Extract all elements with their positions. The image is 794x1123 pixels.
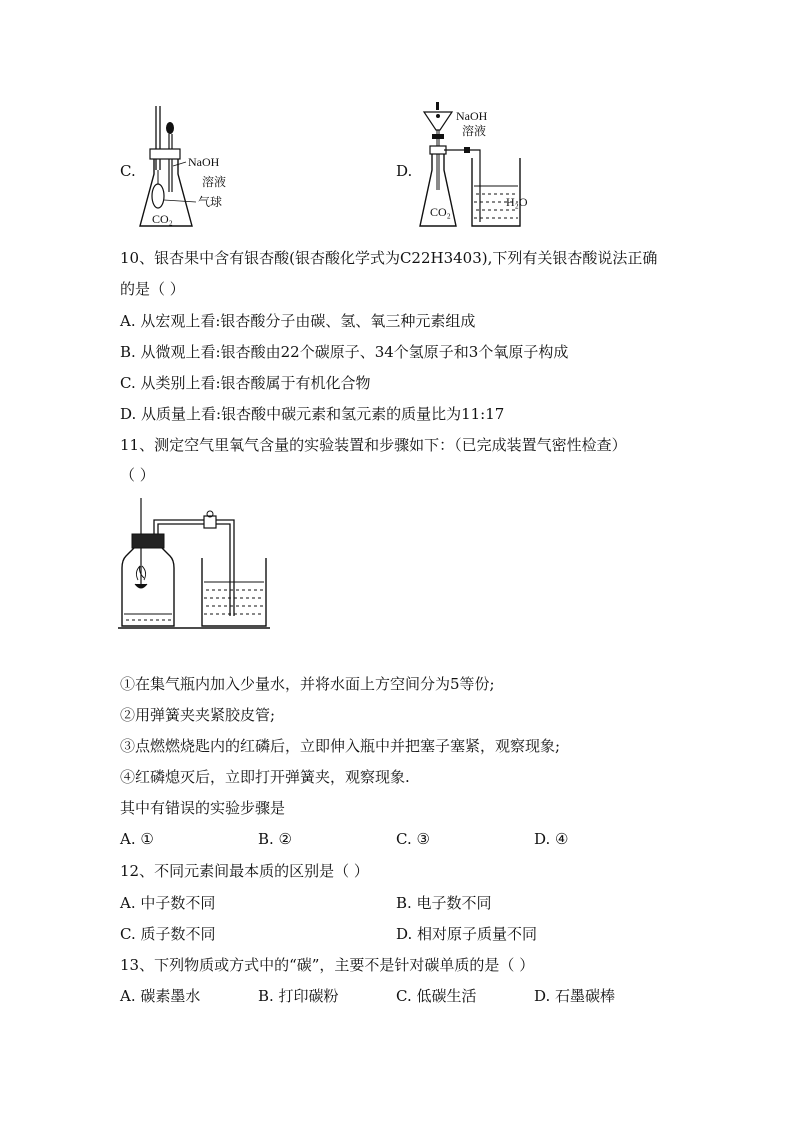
q10-option-d: D. 从质量上看:银杏酸中碳元素和氢元素的质量比为11:17 bbox=[120, 405, 505, 423]
q11-option-b: B. ② bbox=[258, 830, 293, 848]
q10-stem-line1: 10、银杏果中含有银杏酸(银杏酸化学式为C22H3403),下列有关银杏酸说法正确 bbox=[120, 249, 658, 267]
q9-d-naoh-label: NaOH bbox=[456, 109, 488, 123]
q9-c-balloon-label: 气球 bbox=[198, 195, 223, 209]
q13-option-c: C. 低碳生活 bbox=[396, 987, 477, 1005]
q11-step-4: ④红磷熄灭后，立即打开弹簧夹，观察现象. bbox=[120, 768, 410, 786]
q12-option-c: C. 质子数不同 bbox=[120, 925, 216, 943]
q9-option-c-figure bbox=[140, 104, 250, 234]
q9-d-solution-label: 溶液 bbox=[462, 124, 487, 138]
q9-c-solution-label: 溶液 bbox=[202, 175, 227, 189]
q12-option-a: A. 中子数不同 bbox=[120, 894, 216, 912]
q13-option-b: B. 打印碳粉 bbox=[258, 987, 339, 1005]
q13-option-a: A. 碳素墨水 bbox=[120, 987, 201, 1005]
q9-option-d-figure bbox=[420, 100, 530, 232]
q13-option-d: D. 石墨碳棒 bbox=[534, 987, 616, 1005]
q9-c-co2-label: CO₂ bbox=[152, 212, 173, 226]
q12-stem: 12、不同元素间最本质的区别是（ ） bbox=[120, 862, 369, 880]
q9-d-co2-label: CO₂ bbox=[430, 205, 451, 219]
q11-question: 其中有错误的实验步骤是 bbox=[120, 799, 286, 817]
q11-option-a: A. ① bbox=[120, 830, 154, 848]
q13-stem: 13、下列物质或方式中的“碳”，主要不是针对碳单质的是（ ） bbox=[120, 956, 535, 974]
q11-option-c: C. ③ bbox=[396, 830, 430, 848]
q12-option-b: B. 电子数不同 bbox=[396, 894, 492, 912]
q11-stem-line1: 11、测定空气里氧气含量的实验装置和步骤如下：（已完成装置气密性检查） bbox=[120, 436, 627, 454]
q9-c-naoh-label: NaOH bbox=[188, 155, 220, 169]
q10-option-a: A. 从宏观上看:银杏酸分子由碳、氢、氧三种元素组成 bbox=[120, 312, 476, 330]
q11-option-d: D. ④ bbox=[534, 830, 569, 848]
q10-option-c: C. 从类别上看:银杏酸属于有机化合物 bbox=[120, 374, 371, 392]
q11-apparatus-figure bbox=[118, 494, 276, 640]
q11-step-1: ①在集气瓶内加入少量水，并将水面上方空间分为5等份; bbox=[120, 675, 495, 693]
q11-step-3: ③点燃燃烧匙内的红磷后，立即伸入瓶中并把塞子塞紧，观察现象; bbox=[120, 737, 561, 755]
q12-option-d: D. 相对原子质量不同 bbox=[396, 925, 538, 943]
q11-step-2: ②用弹簧夹夹紧胶皮管; bbox=[120, 706, 276, 724]
q11-stem-line2: （ ） bbox=[120, 466, 155, 484]
q9-option-c-letter: C. bbox=[120, 162, 136, 180]
q10-option-b: B. 从微观上看:银杏酸由22个碳原子、34个氢原子和3个氧原子构成 bbox=[120, 343, 569, 361]
q9-d-water-label: H₂O bbox=[506, 195, 528, 209]
q9-option-d-letter: D. bbox=[396, 162, 413, 180]
q10-stem-line2: 的是（ ） bbox=[120, 280, 185, 298]
